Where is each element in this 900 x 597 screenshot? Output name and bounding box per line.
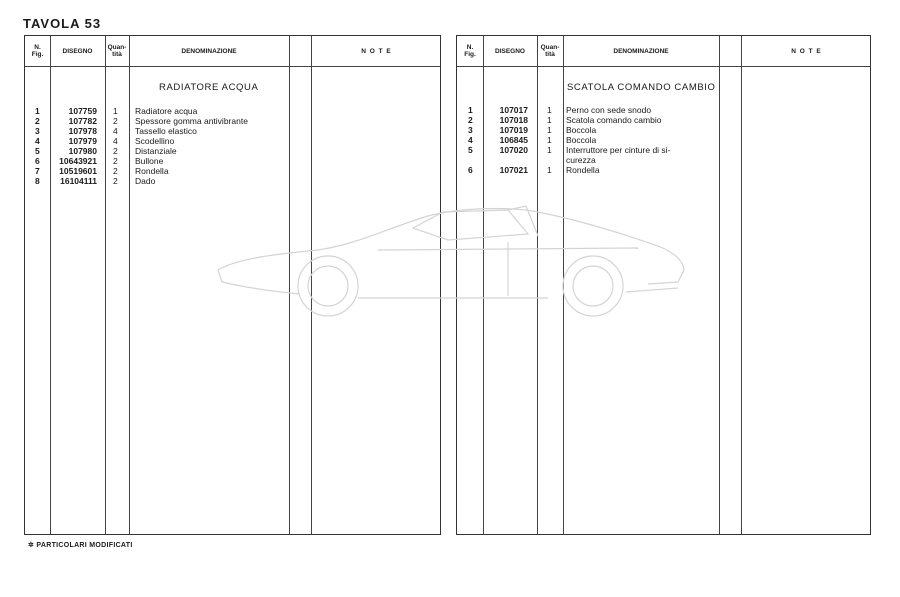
- header-quantita: Quan- tità: [540, 44, 560, 58]
- row-denominazione: Dado: [135, 176, 156, 186]
- row-qty: 2: [113, 166, 118, 176]
- header-divider: [457, 66, 870, 67]
- row-qty: 1: [547, 135, 552, 145]
- row-fig: 6: [468, 165, 473, 175]
- column-divider: [741, 36, 742, 534]
- row-disegno: 107978: [68, 126, 97, 136]
- row-fig: 4: [468, 135, 473, 145]
- row-fig: 2: [468, 115, 473, 125]
- row-disegno: 16104111: [60, 176, 97, 186]
- row-disegno: 10643921: [59, 156, 97, 166]
- car-silhouette-icon: [208, 198, 688, 318]
- row-fig: 1: [468, 105, 473, 115]
- row-denominazione: Perno con sede snodo: [566, 105, 652, 115]
- header-fig: N. Fig.: [464, 44, 476, 58]
- section-title: RADIATORE ACQUA: [159, 82, 259, 93]
- header-denominazione: DENOMINAZIONE: [613, 47, 669, 55]
- column-divider: [129, 36, 130, 534]
- row-disegno: 107020: [499, 145, 528, 155]
- row-denominazione: Scatola comando cambio: [566, 115, 662, 125]
- row-denominazione: Interruttore per cinture di si- curezza: [566, 145, 671, 165]
- row-qty: 1: [547, 165, 552, 175]
- row-denominazione: Tassello elastico: [135, 126, 197, 136]
- row-disegno: 10519601: [59, 166, 97, 176]
- row-fig: 7: [35, 166, 40, 176]
- row-disegno: 107019: [499, 125, 528, 135]
- row-denominazione: Boccola: [566, 125, 597, 135]
- row-disegno: 106845: [499, 135, 528, 145]
- row-disegno: 107021: [499, 165, 528, 175]
- header-note: N O T E: [361, 47, 392, 55]
- row-qty: 2: [113, 176, 118, 186]
- row-disegno: 107759: [68, 106, 97, 116]
- row-fig: 6: [35, 156, 40, 166]
- section-title: SCATOLA COMANDO CAMBIO: [567, 82, 716, 93]
- row-fig: 4: [35, 136, 40, 146]
- row-qty: 4: [113, 126, 118, 136]
- row-denominazione: Boccola: [566, 135, 597, 145]
- row-disegno: 107980: [68, 146, 97, 156]
- row-qty: 2: [113, 156, 118, 166]
- row-denominazione: Rondella: [135, 166, 169, 176]
- row-fig: 3: [35, 126, 40, 136]
- row-disegno: 107018: [499, 115, 528, 125]
- row-qty: 1: [547, 105, 552, 115]
- row-fig: 3: [468, 125, 473, 135]
- row-fig: 5: [35, 146, 40, 156]
- row-disegno: 107782: [68, 116, 97, 126]
- header-denominazione: DENOMINAZIONE: [181, 47, 237, 55]
- page-title: TAVOLA 53: [23, 16, 102, 31]
- header-quantita: Quan- tità: [107, 44, 127, 58]
- row-disegno: 107017: [499, 105, 528, 115]
- row-denominazione: Spessore gomma antivibrante: [135, 116, 248, 126]
- row-fig: 8: [35, 176, 40, 186]
- row-qty: 4: [113, 136, 118, 146]
- row-denominazione: Bullone: [135, 156, 164, 166]
- row-qty: 2: [113, 146, 118, 156]
- column-divider: [719, 36, 720, 534]
- column-divider: [105, 36, 106, 534]
- row-denominazione: Distanziale: [135, 146, 177, 156]
- row-qty: 2: [113, 116, 118, 126]
- row-qty: 1: [113, 106, 118, 116]
- footnote: ✲ PARTICOLARI MODIFICATI: [28, 542, 133, 549]
- header-note: N O T E: [791, 47, 822, 55]
- row-fig: 1: [35, 106, 40, 116]
- header-disegno: DISEGNO: [495, 47, 525, 55]
- header-disegno: DISEGNO: [62, 47, 93, 55]
- row-denominazione: Scodellino: [135, 136, 175, 146]
- row-qty: 1: [547, 145, 552, 155]
- header-divider: [25, 66, 440, 67]
- row-qty: 1: [547, 125, 552, 135]
- row-disegno: 107979: [68, 136, 97, 146]
- row-fig: 5: [468, 145, 473, 155]
- row-qty: 1: [547, 115, 552, 125]
- row-fig: 2: [35, 116, 40, 126]
- row-denominazione: Rondella: [566, 165, 600, 175]
- header-fig: N. Fig.: [31, 44, 44, 58]
- row-denominazione: Radiatore acqua: [135, 106, 198, 116]
